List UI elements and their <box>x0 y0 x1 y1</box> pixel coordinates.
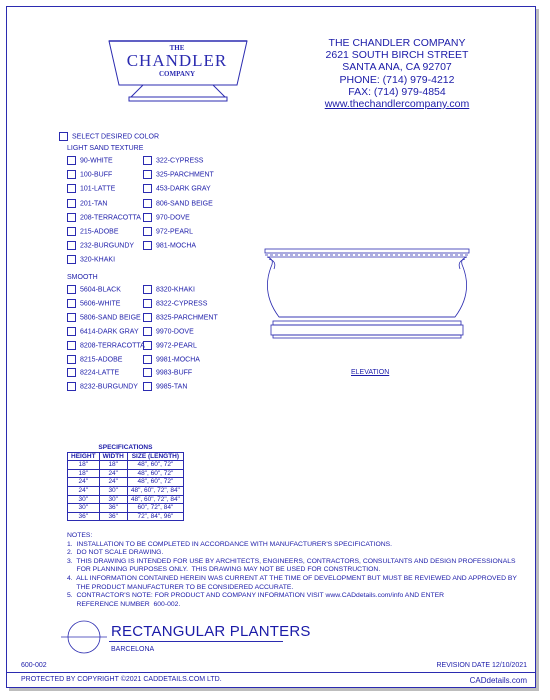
table-cell: 36" <box>99 504 127 513</box>
color-option-label: 806-SAND BEIGE <box>156 199 213 207</box>
checkbox[interactable] <box>67 227 76 236</box>
color-option-label: 8325-PARCHMENT <box>156 314 218 322</box>
color-option-label: 9981-MOCHA <box>156 355 200 363</box>
color-option-label: 215-ADOBE <box>80 228 119 236</box>
color-option[interactable] <box>67 299 120 308</box>
color-option[interactable] <box>67 255 115 264</box>
company-url[interactable]: www.thechandlercompany.com <box>324 98 470 111</box>
light-sand-heading: LIGHT SAND TEXTURE <box>67 145 144 152</box>
color-option[interactable] <box>67 199 108 208</box>
checkbox[interactable] <box>143 285 152 294</box>
table-row <box>68 512 184 521</box>
color-option-label: 9983-BUFF <box>156 369 193 377</box>
color-option-label: 201-TAN <box>80 199 108 207</box>
drawing-title: RECTANGULAR PLANTERS <box>111 623 311 640</box>
note-line: THE PRODUCT MANUFACTURER TO BE CONSIDERED ACCURATE. <box>67 583 294 591</box>
color-option-label: 8320-KHAKI <box>156 286 195 294</box>
color-option-label: 325-PARCHMENT <box>156 171 214 179</box>
color-option-label: 9972-PEARL <box>156 341 197 349</box>
checkbox[interactable] <box>67 255 76 264</box>
color-option-label: 232-BURGUNDY <box>80 242 135 250</box>
color-option-label: 972-PEARL <box>156 228 193 236</box>
color-option-label: 320-KHAKI <box>80 256 116 264</box>
table-cell: 48", 60", 72", 84" <box>127 486 183 495</box>
color-option[interactable] <box>143 241 196 250</box>
note-line: REFERENCE NUMBER 600-002. <box>67 600 181 608</box>
table-cell: 48", 60", 72", 84" <box>127 495 183 504</box>
note-line: 1. INSTALLATION TO BE COMPLETED IN ACCORDANCE WITH MANUFACTURER'S SPECIFICATIONS. <box>67 540 393 548</box>
checkbox[interactable] <box>143 213 152 222</box>
color-option[interactable] <box>143 213 190 222</box>
company-fax: FAX: (714) 979-4854 <box>348 85 446 98</box>
checkbox[interactable] <box>143 184 152 193</box>
color-option[interactable] <box>67 241 134 250</box>
table-cell: 36" <box>99 512 127 521</box>
color-option-label: 5606-WHITE <box>80 300 121 308</box>
table-row <box>68 504 184 513</box>
note-line: 2. DO NOT SCALE DRAWING. <box>67 549 164 557</box>
table-cell: 30" <box>99 486 127 495</box>
checkbox[interactable] <box>143 368 152 377</box>
select-color-header: SELECT DESIRED COLOR <box>59 132 159 141</box>
table-row <box>68 486 184 495</box>
checkbox[interactable] <box>67 313 76 322</box>
title-circle-symbol <box>61 619 107 655</box>
color-option[interactable] <box>67 156 113 165</box>
color-option-label: 8322-CYPRESS <box>156 300 208 308</box>
svg-text:THE: THE <box>169 44 185 52</box>
svg-text:COMPANY: COMPANY <box>158 70 196 78</box>
table-cell: 30" <box>99 495 127 504</box>
footer-divider <box>7 672 535 673</box>
color-option[interactable] <box>143 285 195 294</box>
table-cell: 24" <box>99 469 127 478</box>
checkbox[interactable] <box>143 170 152 179</box>
checkbox[interactable] <box>143 199 152 208</box>
checkbox[interactable] <box>67 156 76 165</box>
note-line: 3. THIS DRAWING IS INTENDED FOR USE BY ARCHITECTS, ENGINEERS, CONTRACTORS, CONSULTANTS AND DESIGN PROFESSIONALS <box>67 557 516 565</box>
color-option[interactable] <box>143 327 194 336</box>
checkbox[interactable] <box>143 313 152 322</box>
table-row <box>68 461 184 470</box>
table-cell: 48", 60", 72" <box>127 461 183 470</box>
company-name: THE CHANDLER COMPANY <box>328 37 466 49</box>
drawing-sheet <box>6 6 536 688</box>
color-option-label: 453-DARK GRAY <box>156 185 211 193</box>
color-option[interactable] <box>143 368 192 377</box>
note-line: FOR PLANNING PURPOSES ONLY. THIS DRAWING MAY NOT BE USED FOR CONSTRUCTION. <box>67 566 381 574</box>
table-cell: 30" <box>68 504 100 513</box>
color-option[interactable] <box>143 341 197 350</box>
color-option-label: 9970-DOVE <box>156 328 194 336</box>
company-street: 2621 SOUTH BIRCH STREET <box>325 49 469 62</box>
color-option-label: 101-LATTE <box>80 185 116 193</box>
checkbox[interactable] <box>67 170 76 179</box>
table-cell: 48", 60", 72" <box>127 478 183 487</box>
color-option[interactable] <box>67 285 121 294</box>
table-cell: 60", 72", 84" <box>127 504 183 513</box>
company-info <box>297 37 497 110</box>
color-option[interactable] <box>67 341 145 350</box>
elevation-label: ELEVATION <box>351 369 390 376</box>
color-option[interactable] <box>67 213 141 222</box>
note-line: 5. CONTRACTOR'S NOTE: FOR PRODUCT AND COMPANY INFORMATION VISIT www.CADdetails.com/info AND ENTER <box>67 592 445 600</box>
caddetails-link[interactable]: CADdetails.com <box>469 676 527 685</box>
company-phone: PHONE: (714) 979-4212 <box>339 73 455 86</box>
color-option[interactable] <box>143 199 213 208</box>
color-option-label: 6414-DARK GRAY <box>80 328 139 336</box>
planter-elevation-drawing <box>259 245 479 345</box>
color-option[interactable] <box>67 170 112 179</box>
column-header-height: HEIGHT <box>68 452 100 461</box>
color-option[interactable] <box>67 355 122 364</box>
copyright-text: PROTECTED BY COPYRIGHT ©2021 CADDETAILS.COM LTD. <box>21 676 222 683</box>
checkbox[interactable] <box>143 382 152 391</box>
checkbox[interactable] <box>67 355 76 364</box>
svg-text:CHANDLER: CHANDLER <box>126 51 228 70</box>
color-option[interactable] <box>143 382 187 391</box>
checkbox[interactable] <box>143 241 152 250</box>
color-option-label: 8208-TERRACOTTA <box>80 341 145 349</box>
color-option[interactable] <box>143 313 218 322</box>
table-row <box>68 469 184 478</box>
checkbox[interactable] <box>143 341 152 350</box>
table-cell: 18" <box>68 469 100 478</box>
drawing-subtitle: BARCELONA <box>111 646 155 653</box>
chandler-logo <box>103 35 253 115</box>
checkbox[interactable] <box>67 327 76 336</box>
color-option-label: 8215-ADOBE <box>80 355 123 363</box>
color-option-label: 100-BUFF <box>80 171 113 179</box>
column-header-width: WIDTH <box>99 452 127 461</box>
table-cell: 72", 84", 96" <box>127 512 183 521</box>
color-option[interactable] <box>67 227 119 236</box>
table-cell: 30" <box>68 495 100 504</box>
checkbox[interactable] <box>59 132 68 141</box>
checkbox[interactable] <box>67 285 76 294</box>
checkbox[interactable] <box>143 327 152 336</box>
color-option[interactable] <box>67 184 115 193</box>
notes-section <box>67 532 527 609</box>
color-option-label: 5806-SAND BEIGE <box>80 314 141 322</box>
color-option-label: 90-WHITE <box>80 157 113 165</box>
color-option[interactable] <box>143 156 203 165</box>
column-header-size: SIZE (LENGTH) <box>127 452 183 461</box>
color-option-label: 981-MOCHA <box>156 242 197 250</box>
table-row <box>68 495 184 504</box>
table-cell: 24" <box>68 486 100 495</box>
checkbox[interactable] <box>67 299 76 308</box>
checkbox[interactable] <box>67 382 76 391</box>
table-row <box>68 478 184 487</box>
checkbox[interactable] <box>67 213 76 222</box>
checkbox[interactable] <box>67 241 76 250</box>
table-cell: 48", 60", 72" <box>127 469 183 478</box>
checkbox[interactable] <box>143 299 152 308</box>
company-city: SANTA ANA, CA 92707 <box>342 61 452 74</box>
checkbox[interactable] <box>143 156 152 165</box>
color-option[interactable] <box>67 382 138 391</box>
checkbox[interactable] <box>143 355 152 364</box>
color-option-label: 8232-BURGUNDY <box>80 383 138 391</box>
color-option[interactable] <box>143 227 193 236</box>
table-cell: 18" <box>99 461 127 470</box>
color-option[interactable] <box>67 368 119 377</box>
color-option-label: 5604-BLACK <box>80 286 121 294</box>
color-option[interactable] <box>67 313 141 322</box>
revision-date: REVISION DATE 12/10/2021 <box>436 662 527 669</box>
title-underline <box>109 641 283 642</box>
drawing-number: 600-002 <box>21 662 47 669</box>
checkbox[interactable] <box>143 227 152 236</box>
smooth-heading: SMOOTH <box>67 274 98 281</box>
checkbox[interactable] <box>67 199 76 208</box>
checkbox[interactable] <box>67 368 76 377</box>
color-option[interactable] <box>143 184 211 193</box>
color-option-label: 8224-LATTE <box>80 369 120 377</box>
specifications-title: SPECIFICATIONS <box>68 444 184 452</box>
table-cell: 18" <box>68 461 100 470</box>
note-line: 4. ALL INFORMATION CONTAINED HEREIN WAS CURRENT AT THE TIME OF DEVELOPMENT BUT MUST BE REVIEWED AND APPROVED BY <box>67 574 517 582</box>
checkbox[interactable] <box>67 341 76 350</box>
color-option[interactable] <box>143 299 207 308</box>
color-option[interactable] <box>143 355 200 364</box>
color-option-label: 322-CYPRESS <box>156 157 204 165</box>
specifications-table <box>67 444 184 521</box>
table-cell: 24" <box>68 478 100 487</box>
table-cell: 36" <box>68 512 100 521</box>
color-option[interactable] <box>67 327 139 336</box>
color-option-label: 9985-TAN <box>156 383 188 391</box>
table-cell: 24" <box>99 478 127 487</box>
checkbox[interactable] <box>67 184 76 193</box>
notes-heading: NOTES: <box>67 532 93 539</box>
color-option[interactable] <box>143 170 214 179</box>
color-option-label: 208-TERRACOTTA <box>80 214 141 222</box>
color-option-label: 970-DOVE <box>156 214 190 222</box>
